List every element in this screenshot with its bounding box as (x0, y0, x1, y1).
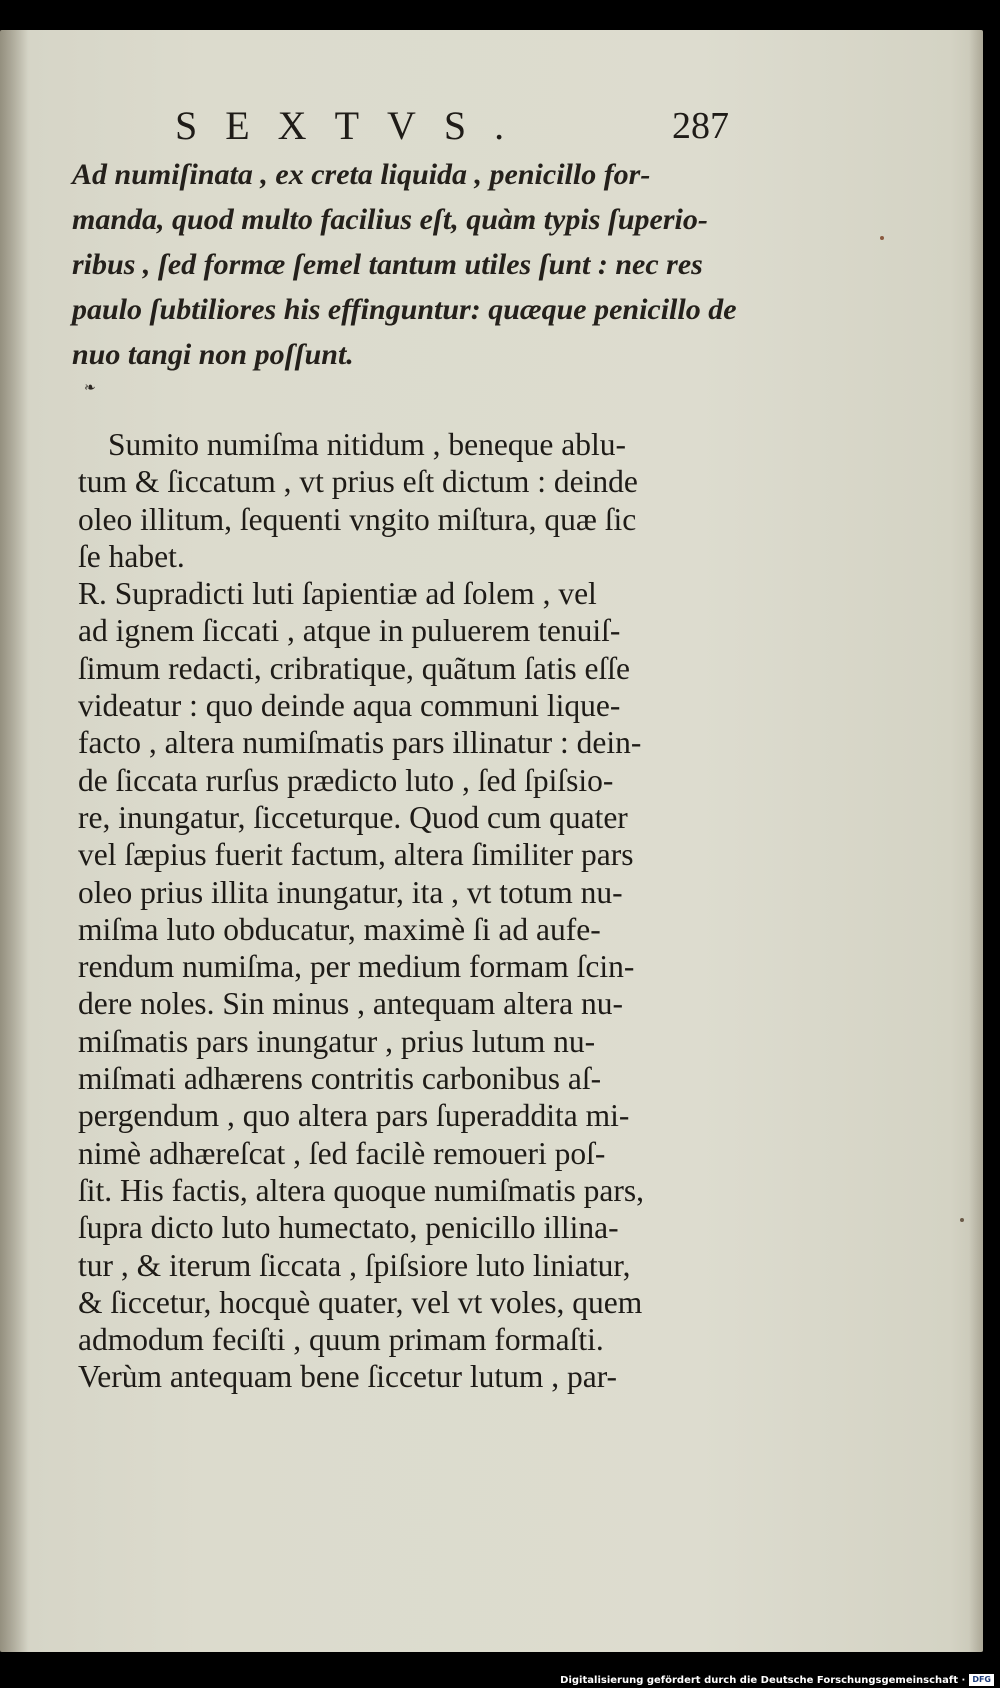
body-line: tum & ſiccatum , vt prius eſt dictum : deinde (78, 464, 638, 500)
body-line: ad ignem ſiccati , atque in puluerem tenuiſ- (78, 613, 621, 649)
digitization-credit (560, 1672, 1000, 1688)
italic-line: ribus , ſed formæ ſemel tantum utiles ſunt : nec res (72, 248, 703, 281)
page-gutter-shadow (0, 30, 28, 1652)
body-line: ſupra dicto luto humectato, penicillo illina- (78, 1210, 619, 1246)
book-page (0, 30, 983, 1652)
body-line: vel ſæpius fuerit factum, altera ſimiliter pars (78, 837, 634, 873)
body-line: Sumito numiſma nitidum , beneque ablu- (108, 427, 626, 462)
body-line: Verùm antequam bene ſiccetur lutum , par- (78, 1359, 618, 1395)
body-line: ſimum redacti, cribratique, quãtum ſatis eſſe (78, 650, 630, 686)
body-line: oleo prius illita inungatur, ita , vt totum nu- (78, 874, 623, 910)
body-line: oleo illitum, ſequenti vngito miſtura, quæ ſic (78, 501, 637, 537)
italic-line: nuo tangi non poſſunt. (72, 338, 354, 371)
body-line: nimè adhæreſcat , ſed facilè remoueri poſ- (78, 1135, 606, 1171)
body-line: pergendum , quo altera pars ſuperaddita mi- (78, 1098, 630, 1134)
body-line: rendum numiſma, per medium formam ſcin- (78, 949, 635, 985)
body-line: ſit. His factis, altera quoque numiſmatis pars, (78, 1172, 645, 1208)
body-line: miſmatis pars inungatur , prius lutum nu- (78, 1023, 596, 1059)
body-line: videatur : quo deinde aqua communi lique- (78, 688, 621, 724)
body-line: ſe habet. (78, 538, 185, 574)
body-line: miſma luto obducatur, maximè ſi ad aufe- (78, 911, 601, 947)
body-line: dere noles. Sin minus , antequam altera nu- (78, 986, 623, 1022)
dfg-logo: DFG (969, 1674, 994, 1686)
body-line: R. Supradicti luti ſapientiæ ad ſolem , vel (78, 576, 597, 612)
body-line: tur , & iterum ſiccata , ſpiſsiore luto liniatur, (78, 1247, 631, 1283)
body-line: facto , altera numiſmatis pars illinatur : dein- (78, 725, 642, 761)
italic-line: manda, quod multo facilius eſt, quàm typis ſuperio- (72, 203, 708, 236)
body-line: de ſiccata rurſus prædicto luto , ſed ſpiſsio- (78, 762, 614, 798)
credit-text: Digitalisierung gefördert durch die Deutsche Forschungsgemeinschaft · (560, 1674, 966, 1686)
body-line: admodum feciſti , quum primam formaſti. (78, 1322, 604, 1358)
body-line: miſmati adhærens contritis carbonibus aſ- (78, 1061, 602, 1097)
running-head: SEXTVS. (175, 103, 533, 148)
paper-speck (880, 236, 884, 240)
body-line: & ſiccetur, hocquè quater, vel vt voles, quem (78, 1284, 643, 1320)
body-paragraph (78, 426, 768, 1396)
paper-speck (960, 1218, 964, 1222)
italic-paragraph (72, 152, 762, 377)
page-number: 287 (672, 105, 729, 147)
fleuron-ornament: ❧ (84, 380, 96, 396)
italic-line: paulo ſubtiliores his effinguntur: quæque penicillo de (72, 293, 737, 326)
italic-line: Ad numiſinata , ex creta liquida , penicillo for- (72, 158, 651, 191)
body-line: re, inungatur, ſicceturque. Quod cum quater (78, 799, 628, 835)
page-edge-shadow (969, 30, 983, 1652)
